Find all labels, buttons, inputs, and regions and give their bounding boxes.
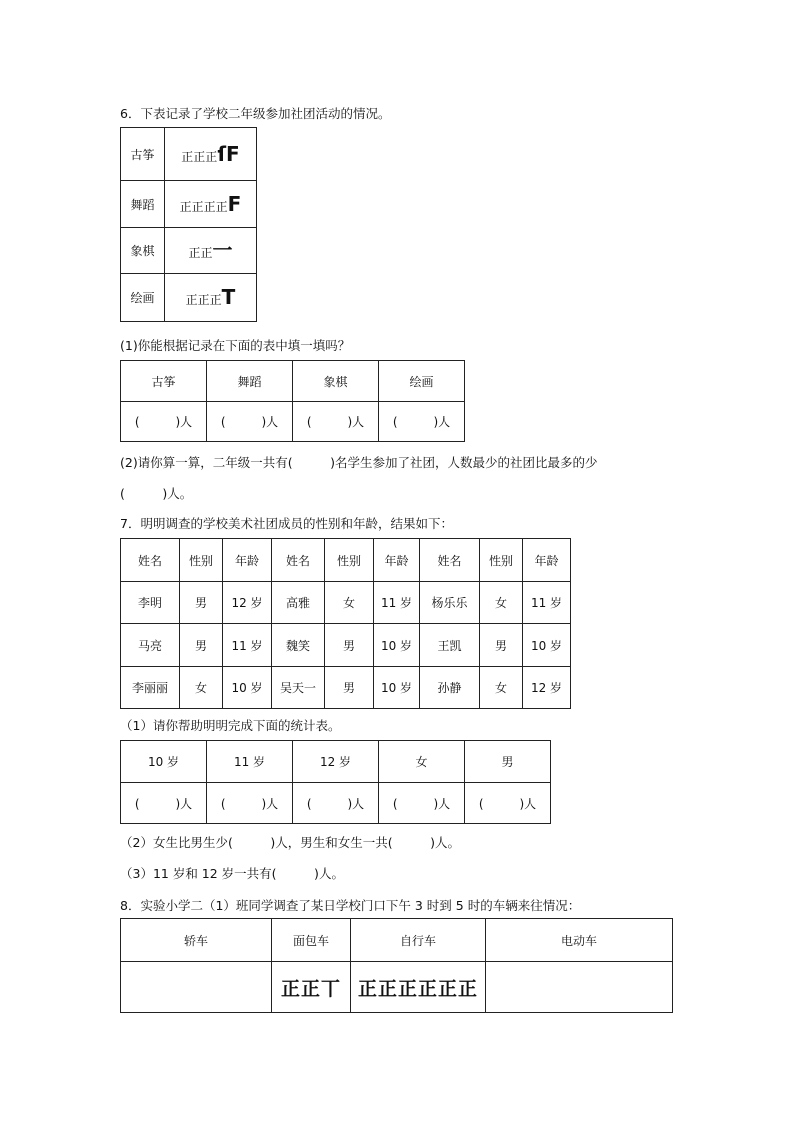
cell: 10 岁 [374, 667, 420, 709]
q6-sub2-line1: (2)请你算一算，二年级一共有( )名学生参加了社团，人数最少的社团比最多的少 [120, 455, 598, 470]
cell: 李丽丽 [121, 667, 180, 709]
stat-header: 男 [465, 741, 551, 783]
vehicle-header: 自行车 [351, 919, 486, 962]
activity-label: 古筝 [121, 128, 165, 181]
cell: 高雅 [272, 582, 325, 624]
table-row [121, 582, 571, 624]
cell: 11 岁 [223, 624, 272, 667]
q6-title: 6．下表记录了学校二年级参加社团活动的情况。 [120, 106, 391, 121]
q7-title: 7．明明调查的学校美术社团成员的性别和年龄，结果如下： [120, 516, 453, 531]
q7-sub3: （3）11 岁和 12 岁一共有( )人。 [120, 866, 344, 881]
fill-header: 绘画 [379, 361, 465, 402]
column-header: 年龄 [374, 539, 420, 582]
fill-header: 象棋 [293, 361, 379, 402]
q6-sub1: (1)你能根据记录在下面的表中填一填吗？ [120, 338, 351, 353]
cell: 10 岁 [523, 624, 571, 667]
cell: 魏笑 [272, 624, 325, 667]
q7-sub2: （2）女生比男生少( )人，男生和女生一共( )人。 [120, 835, 460, 850]
q6-tally-table [120, 127, 257, 322]
cell: 马亮 [121, 624, 180, 667]
stat-header: 11 岁 [207, 741, 293, 783]
column-header: 年龄 [523, 539, 571, 582]
cell: 男 [325, 667, 374, 709]
cell: 王凯 [420, 624, 480, 667]
tally-cell: 正正正正正正 [351, 962, 486, 1013]
table-row [121, 624, 571, 667]
cell: 女 [480, 667, 523, 709]
vehicle-header: 面包车 [272, 919, 351, 962]
column-header: 年龄 [223, 539, 272, 582]
vehicle-header: 轿车 [121, 919, 272, 962]
cell: 男 [480, 624, 523, 667]
cell: 李明 [121, 582, 180, 624]
cell: 女 [180, 667, 223, 709]
stat-header: 女 [379, 741, 465, 783]
answer-blank[interactable]: ( )人 [465, 783, 551, 824]
activity-label: 绘画 [121, 274, 165, 322]
vehicle-header: 电动车 [486, 919, 673, 962]
cell: 男 [180, 582, 223, 624]
tally-cell: 正正正T [165, 274, 257, 322]
stat-header: 12 岁 [293, 741, 379, 783]
cell: 11 岁 [374, 582, 420, 624]
answer-blank[interactable]: ( )人 [379, 783, 465, 824]
cell: 10 岁 [223, 667, 272, 709]
tally-cell: 正正丅 [272, 962, 351, 1013]
q8-title: 8．实验小学二（1）班同学调查了某日学校门口下午 3 时到 5 时的车辆来往情况： [120, 898, 581, 913]
cell: 女 [480, 582, 523, 624]
q6-fill-table [120, 360, 465, 442]
tally-cell: 正正一 [165, 228, 257, 274]
cell: 杨乐乐 [420, 582, 480, 624]
column-header: 姓名 [121, 539, 180, 582]
column-header: 性别 [180, 539, 223, 582]
q6-sub2-line2: ( )人。 [120, 486, 193, 501]
stat-header: 10 岁 [121, 741, 207, 783]
cell: 孙静 [420, 667, 480, 709]
tally-cell: 正正正正F [165, 181, 257, 228]
answer-blank[interactable]: ( )人 [207, 402, 293, 442]
answer-blank[interactable]: ( )人 [293, 402, 379, 442]
column-header: 姓名 [420, 539, 480, 582]
answer-blank[interactable]: ( )人 [379, 402, 465, 442]
q8-vehicle-table [120, 918, 673, 1013]
activity-label: 舞蹈 [121, 181, 165, 228]
fill-header: 舞蹈 [207, 361, 293, 402]
q7-member-table [120, 538, 571, 709]
tally-cell [121, 962, 272, 1013]
cell: 12 岁 [523, 667, 571, 709]
column-header: 性别 [480, 539, 523, 582]
column-header: 姓名 [272, 539, 325, 582]
cell: 男 [325, 624, 374, 667]
cell: 吴天一 [272, 667, 325, 709]
answer-blank[interactable]: ( )人 [207, 783, 293, 824]
cell: 11 岁 [523, 582, 571, 624]
tally-cell [486, 962, 673, 1013]
q7-sub1: （1）请你帮助明明完成下面的统计表。 [120, 718, 341, 733]
activity-label: 象棋 [121, 228, 165, 274]
table-row [121, 667, 571, 709]
q7-stat-table [120, 740, 551, 824]
column-header: 性别 [325, 539, 374, 582]
tally-cell: 正正正ſF [165, 128, 257, 181]
cell: 女 [325, 582, 374, 624]
cell: 10 岁 [374, 624, 420, 667]
answer-blank[interactable]: ( )人 [121, 783, 207, 824]
cell: 12 岁 [223, 582, 272, 624]
answer-blank[interactable]: ( )人 [293, 783, 379, 824]
cell: 男 [180, 624, 223, 667]
fill-header: 古筝 [121, 361, 207, 402]
answer-blank[interactable]: ( )人 [121, 402, 207, 442]
